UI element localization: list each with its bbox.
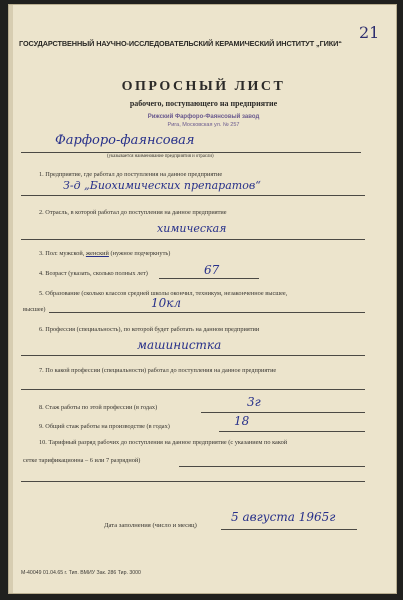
question-3 bbox=[39, 250, 170, 257]
answer-2-line bbox=[21, 239, 365, 240]
date-value: 5 августа 1965г bbox=[231, 510, 336, 524]
form-title: ОПРОСНЫЙ ЛИСТ bbox=[121, 79, 286, 94]
answer-8-line bbox=[201, 412, 365, 413]
answer-9: 18 bbox=[234, 414, 250, 428]
enterprise-stamp-line1: Рижский Фарфоро-Фаянсовый завод bbox=[147, 114, 260, 120]
question-7: 7. По какой профессии (специальности) работал до поступления на данное предприятие bbox=[39, 367, 277, 374]
enterprise-value: Фарфоро-фаянсовая bbox=[55, 133, 195, 148]
date-line bbox=[221, 529, 357, 530]
answer-2: химическая bbox=[157, 222, 227, 235]
question-9: 9. Общий стаж работы на производстве (в годах) bbox=[39, 423, 170, 430]
question-3-hint: (нужное подчеркнуть) bbox=[110, 250, 171, 257]
answer-6: машинистка bbox=[137, 338, 222, 352]
answer-9-line bbox=[219, 431, 365, 432]
date-label: Дата заполнения (число и месяц) bbox=[104, 522, 197, 529]
form-subtitle: рабочего, поступающего на предприятие bbox=[129, 99, 278, 108]
question-5-line2: высшее) bbox=[23, 306, 46, 313]
answer-4-line bbox=[159, 278, 259, 279]
question-6: 6. Профессия (специальность), по которой будет работать на данном предприятии bbox=[39, 326, 260, 333]
enterprise-hint: (указывается наименование предприятия и отрасли) bbox=[107, 154, 214, 159]
answer-4: 67 bbox=[204, 263, 220, 277]
question-10-line1: 10. Тарифный разряд рабочих до поступления на данное предприятие (с указанием по какой bbox=[39, 439, 288, 446]
enterprise-underline bbox=[21, 152, 361, 153]
answer-10-extra-line bbox=[21, 481, 365, 482]
answer-6-line bbox=[21, 355, 365, 356]
question-1: 1. Предприятие, где работал до поступления на данное предприятие bbox=[39, 171, 223, 178]
answer-7-line bbox=[21, 389, 365, 390]
option-female: женский bbox=[85, 250, 109, 257]
answer-1-line bbox=[21, 195, 365, 196]
question-3-label: 3. Пол: bbox=[39, 250, 58, 257]
question-8: 8. Стаж работы по этой профессии (в годах) bbox=[39, 404, 158, 411]
print-footer: М-40049 01.04.65 г. Тип. ВМИУ Зак. 286 Тир. 3000 bbox=[21, 570, 141, 576]
question-10-line2: сетке тарификационна – 6 или 7 разрядной) bbox=[23, 457, 141, 464]
answer-1: З-д „Биохимических препаратов“ bbox=[63, 179, 261, 192]
question-5-line1: 5. Образование (сколько классов средней школы окончил, техникум, незаконченное высшее, bbox=[39, 290, 288, 297]
answer-8: 3г bbox=[247, 395, 261, 409]
question-4: 4. Возраст (указать, сколько полных лет) bbox=[39, 270, 148, 277]
option-male: мужской, bbox=[59, 250, 85, 257]
page-number: 21 bbox=[359, 23, 380, 42]
answer-5: 10кл bbox=[151, 296, 182, 310]
enterprise-stamp-line2: Рига, Московская ул. № 257 bbox=[167, 122, 240, 128]
questionnaire-sheet bbox=[8, 4, 397, 594]
answer-5-line bbox=[49, 312, 365, 313]
question-2: 2. Отрасль, в которой работал до поступления на данное предприятие bbox=[39, 209, 227, 216]
answer-10-line bbox=[179, 466, 365, 467]
institute-header: ГОСУДАРСТВЕННЫЙ НАУЧНО-ИССЛЕДОВАТЕЛЬСКИЙ КЕРАМИЧЕСКИЙ ИНСТИТУТ „ГИКИ“ bbox=[19, 39, 342, 48]
